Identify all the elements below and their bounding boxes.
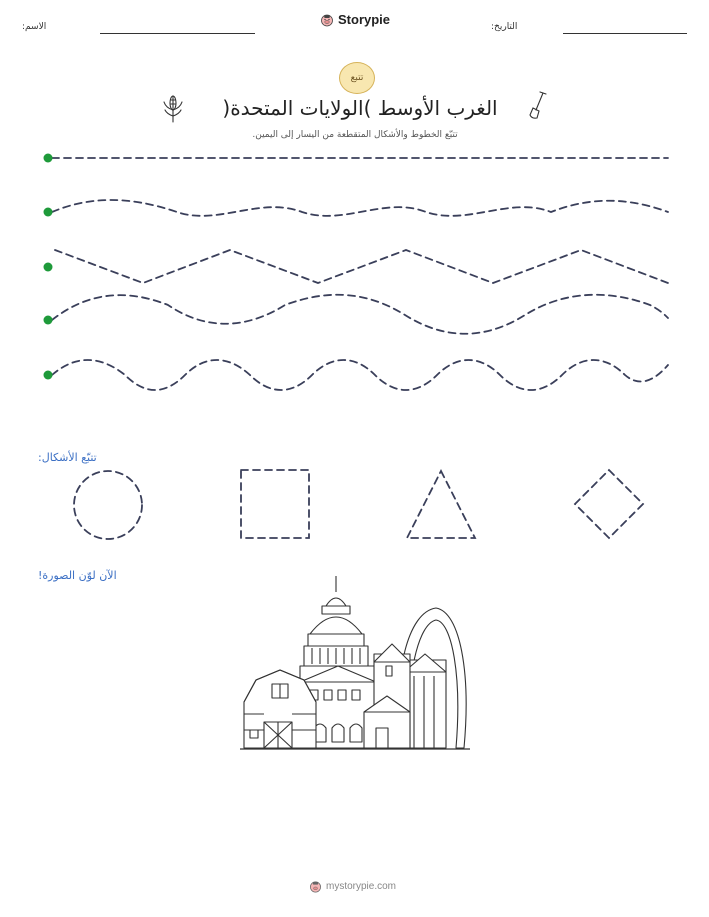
brand-name: Storypie	[338, 12, 391, 27]
tracing-lines	[0, 140, 709, 400]
footer-url[interactable]: mystorypie.com	[326, 881, 397, 892]
trace-badge	[339, 62, 375, 94]
trace-shape-square[interactable]	[241, 470, 309, 538]
trace-line-zigzag[interactable]	[55, 250, 668, 283]
trace-badge-text: تتبع	[350, 73, 364, 83]
trace-line-gentle-wave[interactable]	[52, 200, 668, 216]
brand-logo	[320, 12, 390, 27]
trace-shape-diamond[interactable]	[575, 470, 643, 538]
trace-shape-triangle[interactable]	[407, 471, 475, 538]
shovel-icon	[526, 90, 550, 122]
start-dot	[44, 263, 53, 272]
trace-line-wave[interactable]	[52, 295, 668, 334]
start-dot	[44, 371, 53, 380]
color-section-label: الآن لوّن الصورة!	[38, 569, 117, 582]
name-label: الاسم:	[22, 22, 47, 32]
start-dot	[44, 154, 53, 163]
pig-logo-icon	[320, 13, 334, 27]
page-title: الغرب الأوسط )الولايات المتحدة(	[222, 96, 498, 120]
page-subtitle: تتبّع الخطوط والأشكال المتقطعة من اليسار إلى اليمين.	[252, 130, 458, 140]
start-dot	[44, 316, 53, 325]
start-dot	[44, 208, 53, 217]
trace-shapes	[0, 465, 709, 550]
date-line[interactable]	[563, 33, 687, 34]
date-label: التاريخ:	[491, 22, 518, 32]
footer	[309, 880, 396, 893]
shapes-section-label: تتبّع الأشكال:	[38, 451, 97, 464]
corn-icon	[161, 92, 185, 124]
trace-shape-circle[interactable]	[74, 471, 142, 539]
coloring-picture[interactable]	[238, 572, 472, 756]
name-line[interactable]	[100, 33, 255, 34]
pig-logo-icon	[309, 880, 322, 893]
trace-line-deep-wave[interactable]	[52, 360, 668, 390]
